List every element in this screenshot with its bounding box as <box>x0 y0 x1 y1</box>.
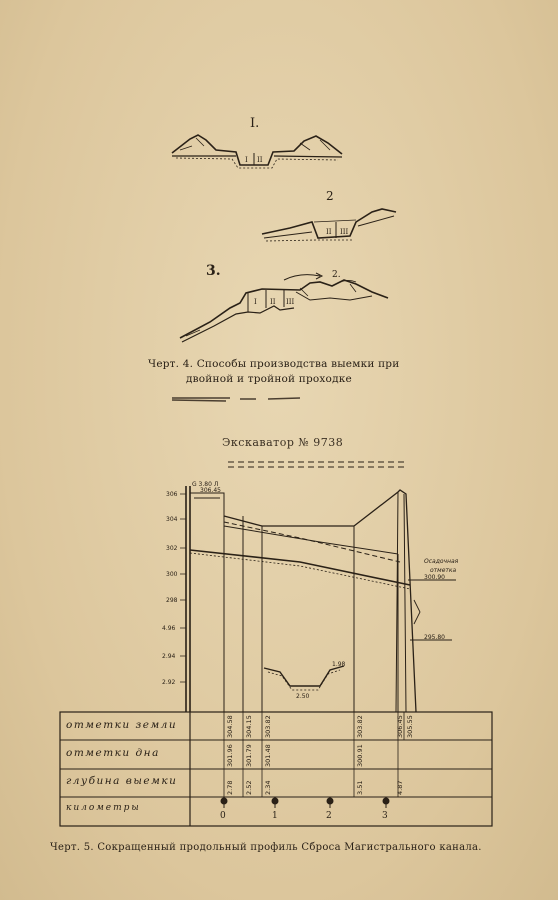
cell-depth: 2.52 <box>245 780 253 795</box>
cell-ground: 305.55 <box>406 715 414 738</box>
scheme-1-label: I. <box>250 116 260 131</box>
elevation-ticks <box>180 494 186 682</box>
arrow-2-label: 2. <box>332 270 341 280</box>
scheme-3-label: 3. <box>206 263 221 279</box>
cut-II-label-s3: II <box>270 298 276 306</box>
figure-4-caption-line-1: Черт. 4. Способы производства выемки при <box>148 358 400 370</box>
figure-5-labels <box>162 481 459 821</box>
elevation-label: 302 <box>166 545 178 552</box>
elevation-label: 304 <box>166 516 178 523</box>
canal-bottom-line <box>190 550 410 585</box>
right-note: отметка <box>430 567 457 574</box>
cell-depth: 4.87 <box>396 780 404 795</box>
figure-5-profile <box>60 462 492 826</box>
elevation-label: 2.94 <box>162 653 176 660</box>
cell-ground: 306.45 <box>396 715 404 738</box>
design-line-solid <box>224 526 398 554</box>
cell-bottom: 300.91 <box>356 744 364 767</box>
section-value: 1.98 <box>332 661 346 668</box>
figure-5-caption: Черт. 5. Сокращенный продольный профиль Сброса Магистрального канала. <box>50 842 482 853</box>
cut-III-label-s2: III <box>340 228 349 236</box>
cut-I-label-s3: I <box>254 298 257 306</box>
right-value: 295.80 <box>424 634 445 641</box>
cell-ground: 304.15 <box>245 715 253 738</box>
caption-underline <box>172 398 300 401</box>
cell-depth: 2.34 <box>264 780 272 795</box>
cell-km: 3 <box>382 811 388 821</box>
cell-ground: 303.82 <box>264 715 272 738</box>
cell-bottom: 301.48 <box>264 744 272 767</box>
cell-bottom: 301.79 <box>245 744 253 767</box>
figure-4-labels <box>206 116 349 306</box>
row-label-bottom: отметки дна <box>66 747 160 759</box>
cell-depth: 3.51 <box>356 780 364 795</box>
cut-II-label: II <box>257 156 263 164</box>
cell-depth: 2.78 <box>226 780 234 795</box>
cell-km: 1 <box>272 811 278 821</box>
elevation-label: 300 <box>166 571 178 578</box>
cut-I-label: I <box>245 156 248 164</box>
section-verticals <box>243 516 398 712</box>
section-value: 2.50 <box>296 693 310 700</box>
cut-III-label-s3: III <box>286 298 295 306</box>
row-label-ground: отметки земли <box>66 719 178 731</box>
ground-line <box>224 490 416 712</box>
elevation-label: 2.92 <box>162 679 176 686</box>
scheme-3 <box>180 273 388 342</box>
cell-km: 0 <box>220 811 226 821</box>
elevation-label: 4.96 <box>162 625 176 632</box>
right-note: Осадочная <box>424 558 459 565</box>
left-axis <box>186 486 190 712</box>
cell-km: 2 <box>326 811 332 821</box>
cell-bottom: 301.96 <box>226 744 234 767</box>
figure-5-title: Экскаватор № 9738 <box>222 436 344 449</box>
title-underline <box>228 462 408 467</box>
elevation-label: 306 <box>166 491 178 498</box>
top-box <box>190 493 224 712</box>
figure-4-caption-line-2: двойной и тройной проходке <box>186 373 352 385</box>
cell-ground: 303.82 <box>356 715 364 738</box>
scheme-2 <box>262 209 396 241</box>
scheme-2-label: 2 <box>326 189 334 203</box>
cross-section-sketch <box>264 666 344 690</box>
elevation-label: 298 <box>166 597 178 604</box>
cell-ground: 304.58 <box>226 715 234 738</box>
row-label-depth: глубина выемки <box>66 775 178 787</box>
top-gauge-label: G 3.80 Л <box>192 481 219 488</box>
top-gauge-value: 306.45 <box>200 487 221 494</box>
row-label-km: километры <box>66 803 141 813</box>
cut-II-label-s2: II <box>326 228 332 236</box>
right-value: 300.90 <box>424 574 445 581</box>
